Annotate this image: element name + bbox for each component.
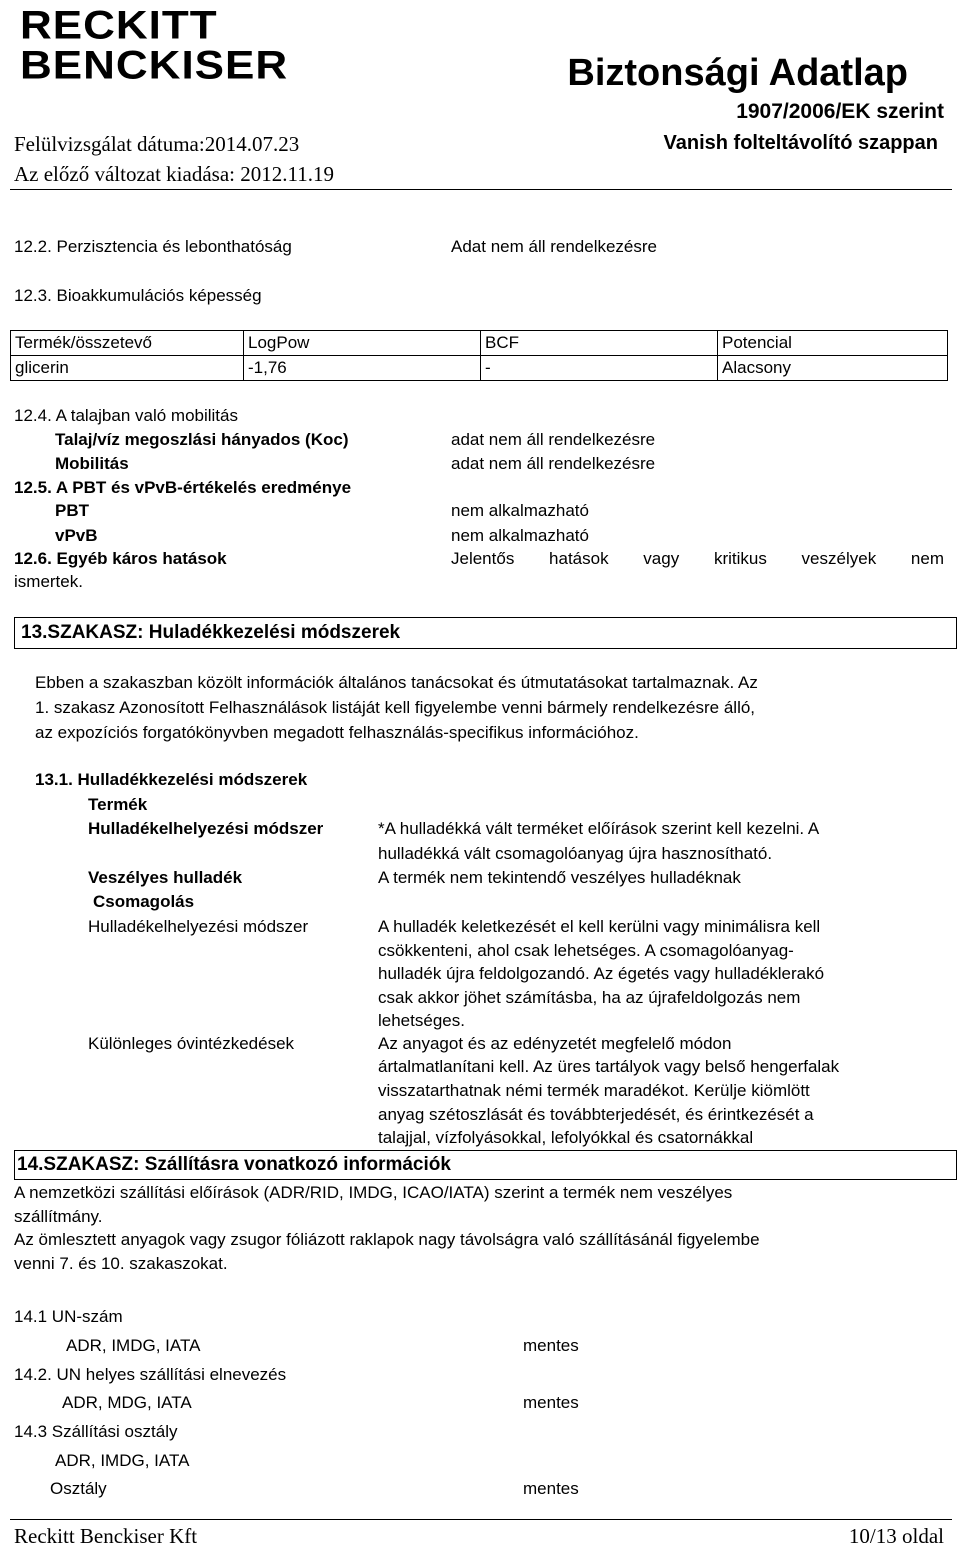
special-precautions-label: Különleges óvintézkedések	[88, 1034, 295, 1053]
special-precautions-line: ártalmatlanítani kell. Az üres tartályok vagy belső hengerfalak	[378, 1057, 840, 1076]
bioaccumulation-table	[10, 330, 948, 381]
hazardous-waste-label: Veszélyes hulladék	[88, 868, 243, 887]
transport-class-label: 14.3 Szállítási osztály	[14, 1422, 178, 1441]
packaging-disposal-line: hulladék újra feldolgozandó. Az égetés vagy hulladéklerakó	[378, 964, 825, 983]
header-divider	[10, 189, 952, 190]
koc-value: adat nem áll rendelkezésre	[451, 430, 656, 449]
transport-class-modes: ADR, IMDG, IATA	[55, 1451, 190, 1470]
un-number-label: 14.1 UN-szám	[14, 1307, 123, 1326]
pbt-label: 12.5. A PBT és vPvB-értékelés eredménye	[14, 478, 352, 497]
transport-class-item: Osztály	[50, 1479, 107, 1498]
s14-para2-line: Az ömlesztett anyagok vagy zsugor fóliázott raklapok nagy távolságra való szállításánál figyelembe	[14, 1230, 760, 1249]
s13-intro-line: Ebben a szakaszban közölt információk általános tanácsokat és útmutatásokat tartalmaznak. Az	[35, 673, 758, 692]
pbt-sub-label: PBT	[55, 501, 89, 520]
packaging-disposal-line: csökkenteni, ahol csak lehetséges. A csomagolóanyag-	[378, 941, 794, 960]
footer-company: Reckitt Benckiser Kft	[14, 1524, 198, 1548]
shipping-name-modes: ADR, MDG, IATA	[62, 1393, 192, 1412]
shipping-name-label: 14.2. UN helyes szállítási elnevezés	[14, 1365, 287, 1384]
packaging-disposal-line: csak akkor jöhet számításba, ha az újrafeldolgozás nem	[378, 988, 801, 1007]
regulation-reference: 1907/2006/EK szerint	[736, 100, 944, 123]
special-precautions-line: anyag szétoszlását és továbbterjedését, és érintkezését a	[378, 1105, 814, 1124]
disposal-method-line: *A hulladékká vált terméket előírások szerint kell kezelni. A	[378, 819, 820, 838]
special-precautions-line: talajjal, vízfolyásokkal, lefolyókkal és csatornákkal	[378, 1128, 754, 1147]
disposal-method-line: hulladékká vált csomagolóanyag újra hasznosítható.	[378, 844, 773, 863]
persistence-label: 12.2. Perzisztencia és lebonthatóság	[14, 237, 292, 256]
other-effects-label: 12.6. Egyéb káros hatások	[14, 549, 227, 568]
shipping-name-value: mentes	[523, 1393, 579, 1412]
other-effects-value: Jelentős hatások vagy kritikus veszélyek nem	[451, 549, 944, 568]
packaging-disposal-line: lehetséges.	[378, 1011, 465, 1030]
un-number-value: mentes	[523, 1336, 579, 1355]
table-cell: -1,76	[244, 356, 481, 381]
revision-date: Felülvizsgálat dátuma:2014.07.23	[14, 132, 300, 156]
section-14-heading-box	[14, 1150, 957, 1180]
s14-para1-line: A nemzetközi szállítási előírások (ADR/RID, IMDG, ICAO/IATA) szerint a termék nem veszélyes	[14, 1183, 733, 1202]
table-header-cell: LogPow	[244, 331, 481, 356]
vpvb-value: nem alkalmazható	[451, 526, 589, 545]
product-name: Vanish folteltávolító szappan	[663, 132, 938, 154]
table-row	[11, 356, 948, 381]
vpvb-label: vPvB	[55, 526, 98, 545]
bioaccumulation-label: 12.3. Bioakkumulációs képesség	[14, 286, 262, 305]
table-header-cell: Termék/összetevő	[11, 331, 244, 356]
previous-version-date: Az előző változat kiadása: 2012.11.19	[14, 162, 334, 186]
section-14-title: 14.SZAKASZ: Szállításra vonatkozó információk	[17, 1154, 451, 1175]
mobility-sub-label: Mobilitás	[55, 454, 129, 473]
table-cell: Alacsony	[718, 356, 948, 381]
section-13-heading-box	[14, 617, 957, 649]
product-label: Termék	[88, 795, 148, 814]
table-cell: glicerin	[11, 356, 244, 381]
footer-divider	[10, 1519, 952, 1520]
mobility-label: 12.4. A talajban való mobilitás	[14, 406, 238, 425]
table-header-row	[11, 331, 948, 356]
table-header-cell: Potencial	[718, 331, 948, 356]
special-precautions-line: Az anyagot és az edényzetét megfelelő módon	[378, 1034, 732, 1053]
section-13-title: 13.SZAKASZ: Huladékkezelési módszerek	[21, 622, 401, 643]
special-precautions-line: visszatarthatnak némi termék maradékot. Kerülje kiömlött	[378, 1081, 810, 1100]
s14-para2-line: venni 7. és 10. szakaszokat.	[14, 1254, 228, 1273]
un-number-modes: ADR, IMDG, IATA	[66, 1336, 201, 1355]
table-cell: -	[481, 356, 718, 381]
koc-label: Talaj/víz megoszlási hányados (Koc)	[55, 430, 349, 449]
s13-intro-line: 1. szakasz Azonosított Felhasználások listáját kell figyelembe venni bármely rendelkezésre álló,	[35, 698, 756, 717]
document-title: Biztonsági Adatlap	[567, 52, 908, 94]
packaging-label: Csomagolás	[93, 892, 195, 911]
s14-para1-line: szállítmány.	[14, 1207, 103, 1226]
pbt-value: nem alkalmazható	[451, 501, 589, 520]
s13-intro-line: az expozíciós forgatókönyvben megadott felhasználás-specifikus információhoz.	[35, 723, 639, 742]
disposal-method-label: Hulladékelhelyezési módszer	[88, 819, 324, 838]
other-effects-value-cont: ismertek.	[14, 572, 83, 591]
waste-methods-subtitle: 13.1. Hulladékkezelési módszerek	[35, 770, 308, 789]
company-logo-line2: BENCKISER	[20, 43, 289, 88]
mobility-value: adat nem áll rendelkezésre	[451, 454, 656, 473]
company-logo-line1: RECKITT	[20, 3, 218, 48]
footer-page-number: 10/13 oldal	[848, 1524, 944, 1548]
table-header-cell: BCF	[481, 331, 718, 356]
persistence-value: Adat nem áll rendelkezésre	[451, 237, 658, 256]
packaging-disposal-line: A hulladék keletkezését el kell kerülni vagy minimálisra kell	[378, 917, 821, 936]
hazardous-waste-value: A termék nem tekintendő veszélyes hulladéknak	[378, 868, 741, 887]
transport-class-value: mentes	[523, 1479, 579, 1498]
packaging-disposal-label: Hulladékelhelyezési módszer	[88, 917, 309, 936]
